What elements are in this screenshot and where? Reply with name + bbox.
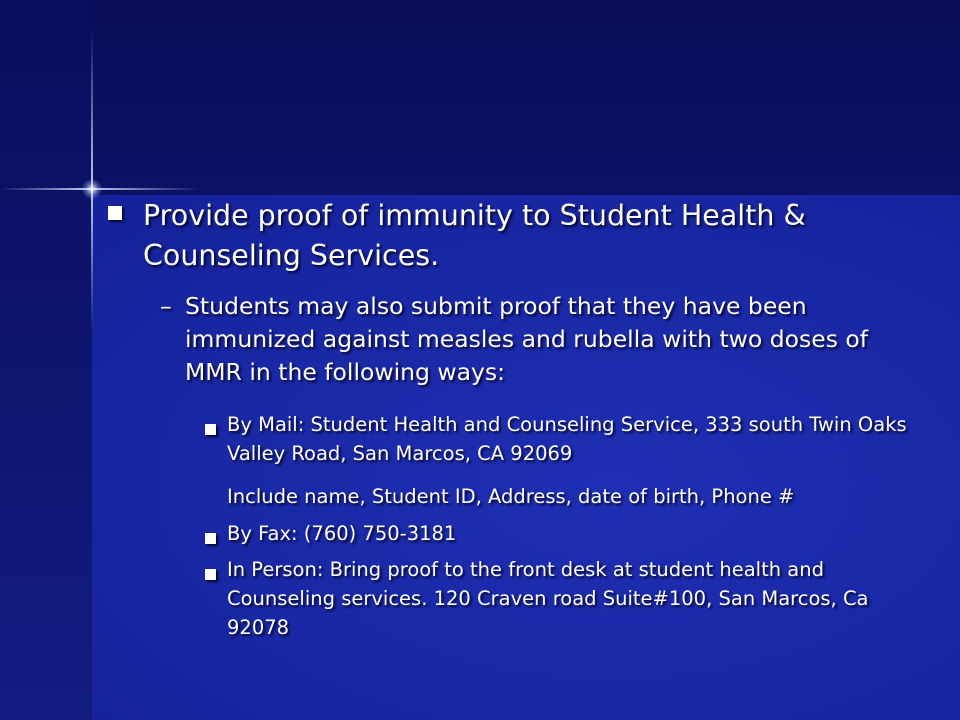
list-item-mail: By Mail: Student Health and Counseling Service, 333 south Twin Oaks Valley Road, San Marcos, CA 92069 [227,413,907,465]
main-bullet-text: Provide proof of immunity to Student Health & Counseling Services. [143,199,806,272]
square-bullet-icon [205,424,216,435]
list-item-include-note: Include name, Student ID, Address, date of birth, Phone # [227,485,795,508]
list-item-in-person: In Person: Bring proof to the front desk at student health and Counseling services. 120 Craven road Suite#100, San Marcos, Ca 92078 [227,558,869,639]
square-bullet-icon [205,569,216,580]
square-bullet-icon [205,533,216,544]
list-item-fax: By Fax: (760) 750-3181 [227,522,457,545]
square-bullet-icon [108,206,122,220]
sub-bullet-text: Students may also submit proof that they have been immunized against measles and rubella with two doses of MMR in the following ways: [185,292,869,386]
dash-bullet-icon: – [160,292,172,320]
